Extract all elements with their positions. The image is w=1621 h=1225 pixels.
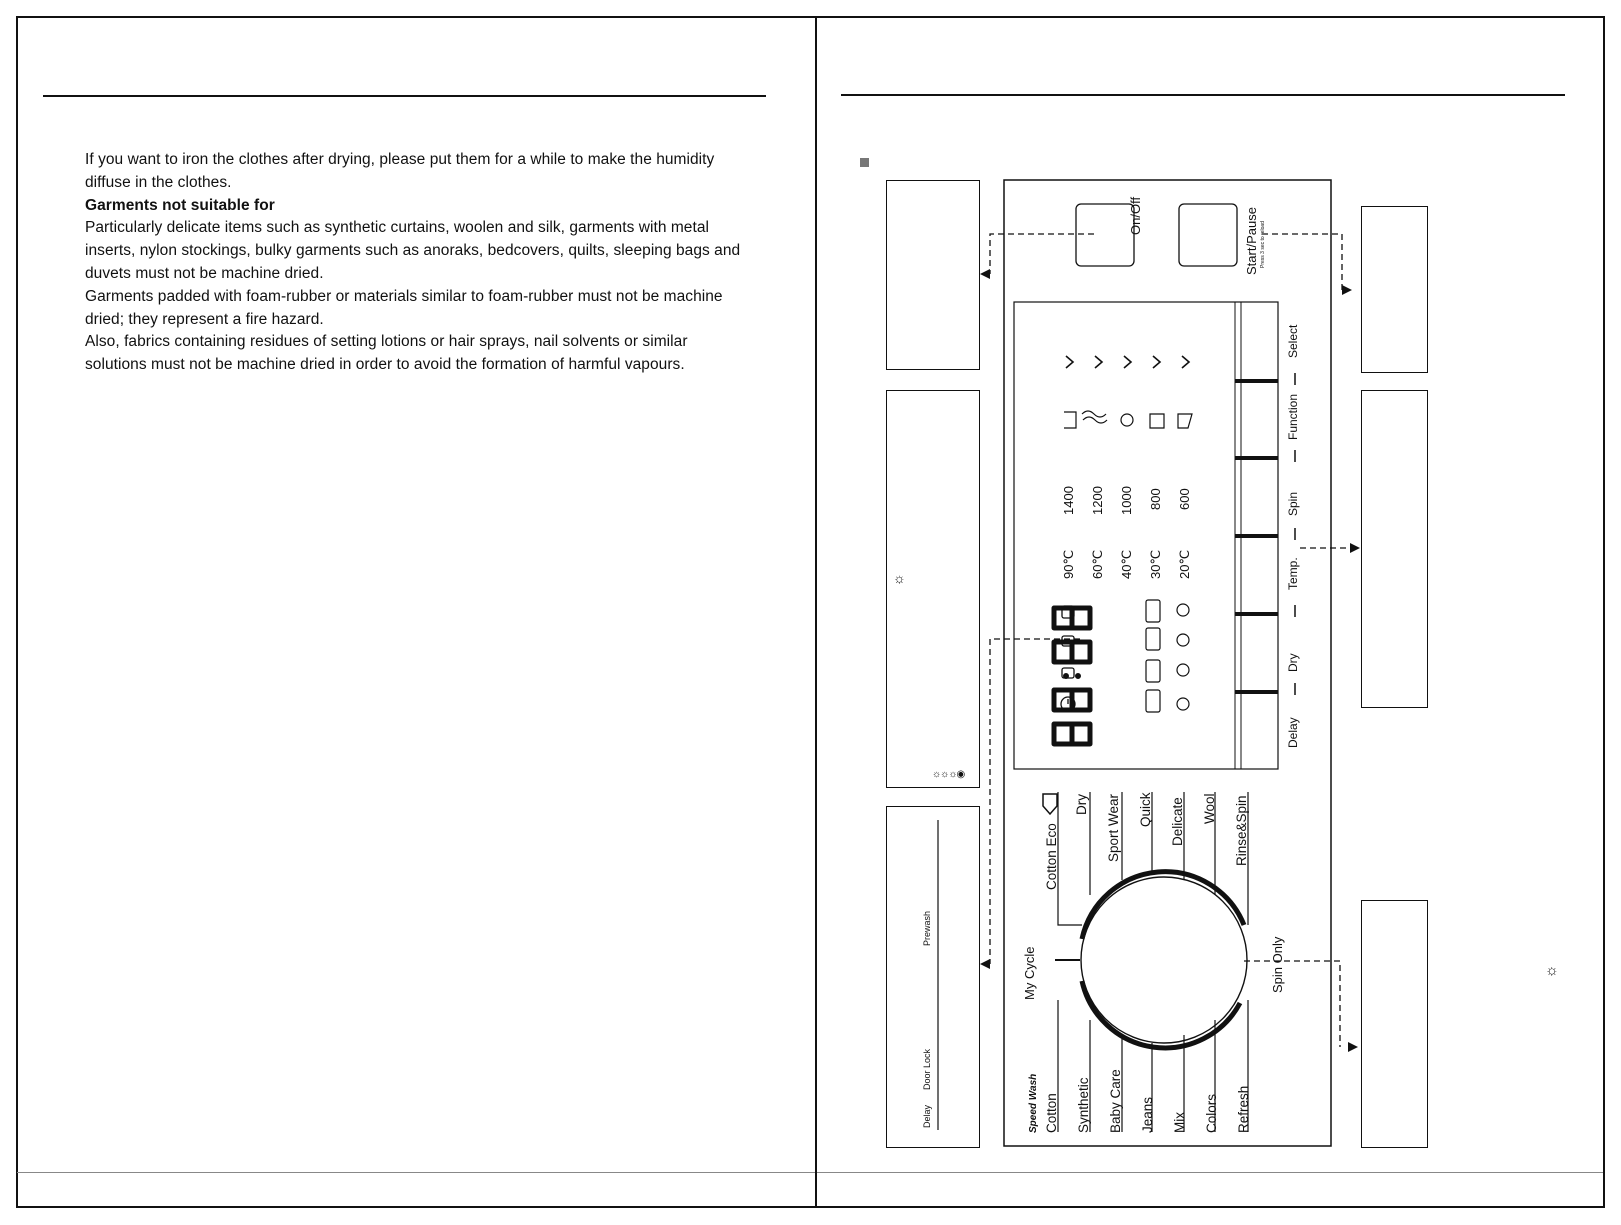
legend-door-lock-label: Door Lock bbox=[922, 1048, 932, 1090]
dry-level-icons: ☼☼☼◉ bbox=[932, 769, 965, 780]
sun-icon: ☼ bbox=[893, 570, 906, 586]
spin-1200: 1200 bbox=[1090, 486, 1105, 515]
digit-3 bbox=[1054, 690, 1090, 710]
heading-garments-not-suitable: Garments not suitable for bbox=[85, 196, 275, 214]
touch-key-function[interactable]: Function bbox=[1286, 393, 1300, 440]
legend-delay-label: Delay bbox=[922, 1104, 932, 1128]
paragraph-ironing: If you want to iron the clothes after drying, please put them for a while to make the humidity diffuse in the clothes. bbox=[85, 151, 715, 191]
digit-4 bbox=[1054, 724, 1090, 744]
legend-prewash-label: Prewash bbox=[922, 910, 932, 946]
onoff-label: On/Off bbox=[1128, 196, 1143, 235]
start-pause-hint: Press 3 sec to reload bbox=[1260, 221, 1266, 268]
program-sport-wear[interactable]: Sport Wear bbox=[1106, 793, 1121, 862]
program-cotton-eco[interactable]: Cotton Eco bbox=[1044, 823, 1059, 890]
touch-key-select[interactable]: Select bbox=[1286, 324, 1300, 358]
speed-wash-label: Speed Wash bbox=[1028, 1073, 1039, 1133]
spin-1400: 1400 bbox=[1061, 486, 1076, 515]
touch-key-delay[interactable]: Delay bbox=[1286, 717, 1300, 748]
my-cycle-label[interactable]: My Cycle bbox=[1022, 946, 1037, 1000]
temp-20: 20℃ bbox=[1177, 549, 1192, 579]
program-wool[interactable]: Wool bbox=[1202, 793, 1217, 824]
spin-600: 600 bbox=[1177, 488, 1192, 510]
touch-key-temp[interactable]: Temp. bbox=[1286, 557, 1300, 590]
program-quick[interactable]: Quick bbox=[1138, 792, 1153, 827]
touch-key-dry[interactable]: Dry bbox=[1286, 653, 1300, 672]
program-jeans[interactable]: Jeans bbox=[1140, 1096, 1155, 1133]
paragraph-delicate-items: Particularly delicate items such as synthetic curtains, woolen and silk, garments with metal inserts, nylon stockings, bulky garments such as anoraks, bedcovers, quilts, sleeping bags and duvets must not be machine dried. bbox=[85, 219, 741, 282]
program-refresh[interactable]: Refresh bbox=[1236, 1085, 1251, 1133]
program-dial[interactable] bbox=[1081, 877, 1247, 1043]
program-delicate[interactable]: Delicate bbox=[1170, 797, 1185, 846]
onoff-button[interactable] bbox=[1076, 204, 1134, 266]
touch-key-spin[interactable]: Spin bbox=[1286, 491, 1300, 516]
temp-60: 60℃ bbox=[1090, 549, 1105, 579]
spin-only-label[interactable]: Spin Only bbox=[1270, 936, 1285, 993]
start-pause-label: Start/Pause bbox=[1244, 207, 1259, 275]
spin-1000: 1000 bbox=[1119, 486, 1134, 515]
sun-icon-margin: ☼ bbox=[1545, 962, 1559, 979]
paragraph-foam-rubber: Garments padded with foam-rubber or materials similar to foam-rubber must not be machine dried; they represent a fire hazard. bbox=[85, 287, 723, 328]
temp-90: 90℃ bbox=[1061, 549, 1076, 579]
digit-2 bbox=[1054, 642, 1090, 662]
program-baby-care[interactable]: Baby Care bbox=[1108, 1069, 1123, 1133]
program-rinse-spin[interactable]: Rinse&Spin bbox=[1234, 795, 1249, 866]
program-synthetic[interactable]: Synthetic bbox=[1076, 1077, 1091, 1133]
program-colors[interactable]: Colors bbox=[1204, 1093, 1219, 1133]
temp-40: 40℃ bbox=[1119, 549, 1134, 579]
start-pause-button[interactable] bbox=[1179, 204, 1237, 266]
spin-800: 800 bbox=[1148, 488, 1163, 510]
program-dry[interactable]: Dry bbox=[1074, 794, 1089, 815]
program-cotton[interactable]: Cotton bbox=[1044, 1093, 1059, 1133]
paragraph-lotions: Also, fabrics containing residues of setting lotions or hair sprays, nail solvents or similar solutions must not be machine dried in order to avoid the formation of harmful vapours. bbox=[85, 333, 688, 374]
program-mix[interactable]: Mix bbox=[1172, 1112, 1187, 1133]
temp-30: 30℃ bbox=[1148, 549, 1163, 579]
